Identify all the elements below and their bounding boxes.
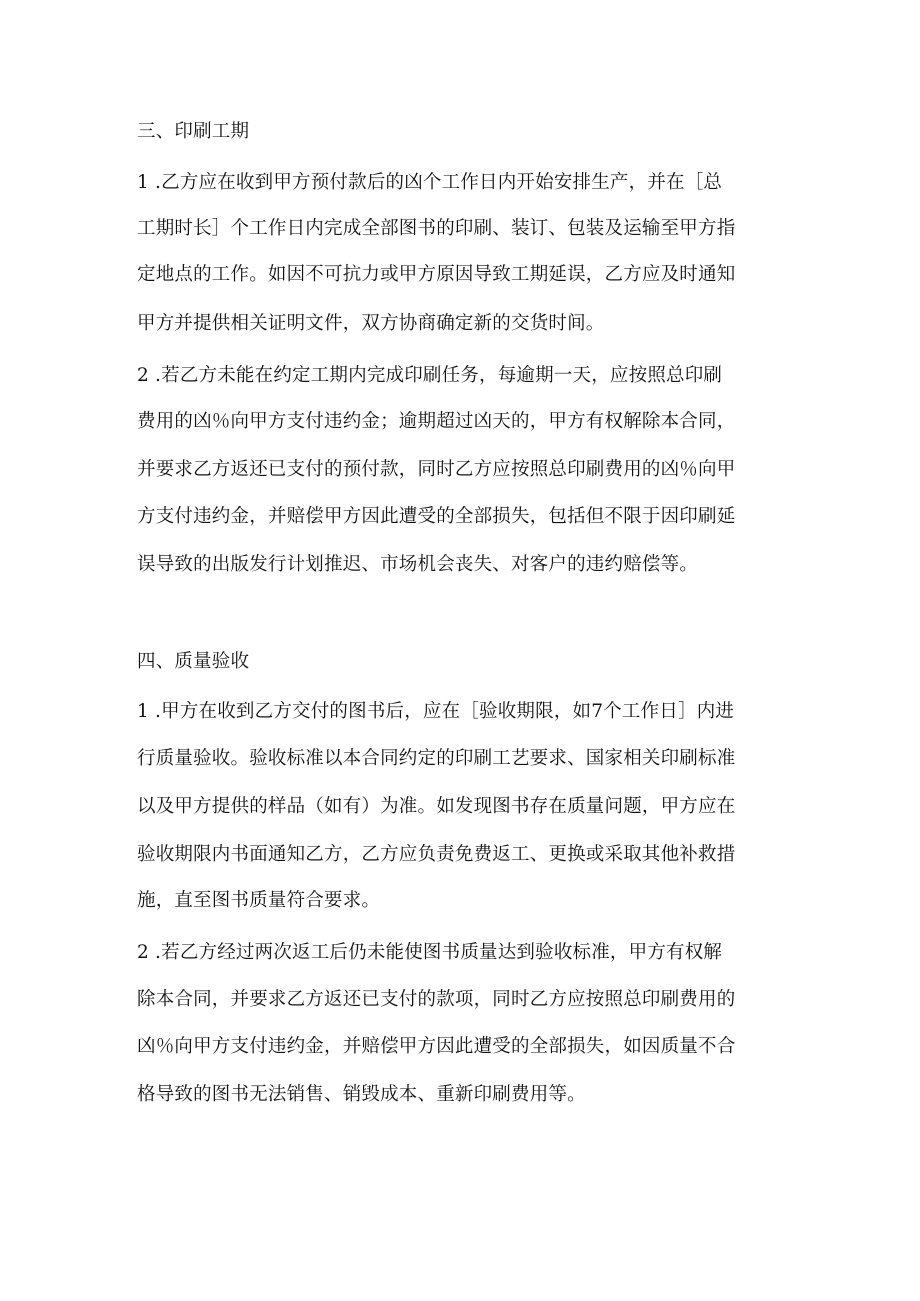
paragraph-line: 定地点的工作。如因不可抗力或甲方原因导致工期延误，乙方应及时通知 [137, 264, 736, 285]
paragraph-line: 验收期限内书面通知乙方，乙方应负责免费返工、更换或采取其他补救措 [137, 844, 736, 865]
paragraph-line: 工期时长］个工作日内完成全部图书的印刷、装订、包装及运输至甲方指 [137, 218, 736, 239]
paragraph-line: 1 .甲方在收到乙方交付的图书后，应在［验收期限，如7个工作日］内进 [137, 701, 735, 722]
paragraph-line: 以及甲方提供的样品（如有）为准。如发现图书存在质量问题，甲方应在 [137, 796, 736, 817]
paragraph-line: 并要求乙方返还已支付的预付款，同时乙方应按照总印刷费用的凶％向甲 [137, 459, 736, 480]
paragraph-line: 行质量验收。验收标准以本合同约定的印刷工艺要求、国家相关印刷标准 [137, 748, 736, 769]
section-heading-quality-acceptance: 四、质量验收 [137, 651, 250, 672]
section-heading-printing-schedule: 三、印刷工期 [137, 121, 250, 142]
paragraph-line: 方支付违约金，并赔偿甲方因此遭受的全部损失，包括但不限于因印刷延 [137, 506, 736, 527]
paragraph-line: 除本合同，并要求乙方返还已支付的款项，同时乙方应按照总印刷费用的 [137, 989, 736, 1010]
paragraph-line: 费用的凶％向甲方支付违约金；逾期超过凶天的，甲方有权解除本合同， [137, 411, 736, 432]
paragraph-line: 2 .若乙方未能在约定工期内完成印刷任务，每逾期一天，应按照总印刷 [137, 365, 723, 386]
paragraph-line: 误导致的出版发行计划推迟、市场机会丧失、对客户的违约赔偿等。 [137, 554, 699, 575]
paragraph-line: 格导致的图书无法销售、销毁成本、重新印刷费用等。 [137, 1084, 586, 1105]
paragraph-line: 2 .若乙方经过两次返工后仍未能使图书质量达到验收标准，甲方有权解 [137, 942, 723, 963]
paragraph-line: 甲方并提供相关证明文件，双方协商确定新的交货时间。 [137, 313, 605, 334]
paragraph-line: 凶％向甲方支付违约金，并赔偿甲方因此遭受的全部损失，如因质量不合 [137, 1036, 736, 1057]
paragraph-line: 施，直至图书质量符合要求。 [137, 890, 381, 911]
paragraph-line: 1 .乙方应在收到甲方预付款后的凶个工作日内开始安排生产，并在［总 [137, 172, 723, 193]
